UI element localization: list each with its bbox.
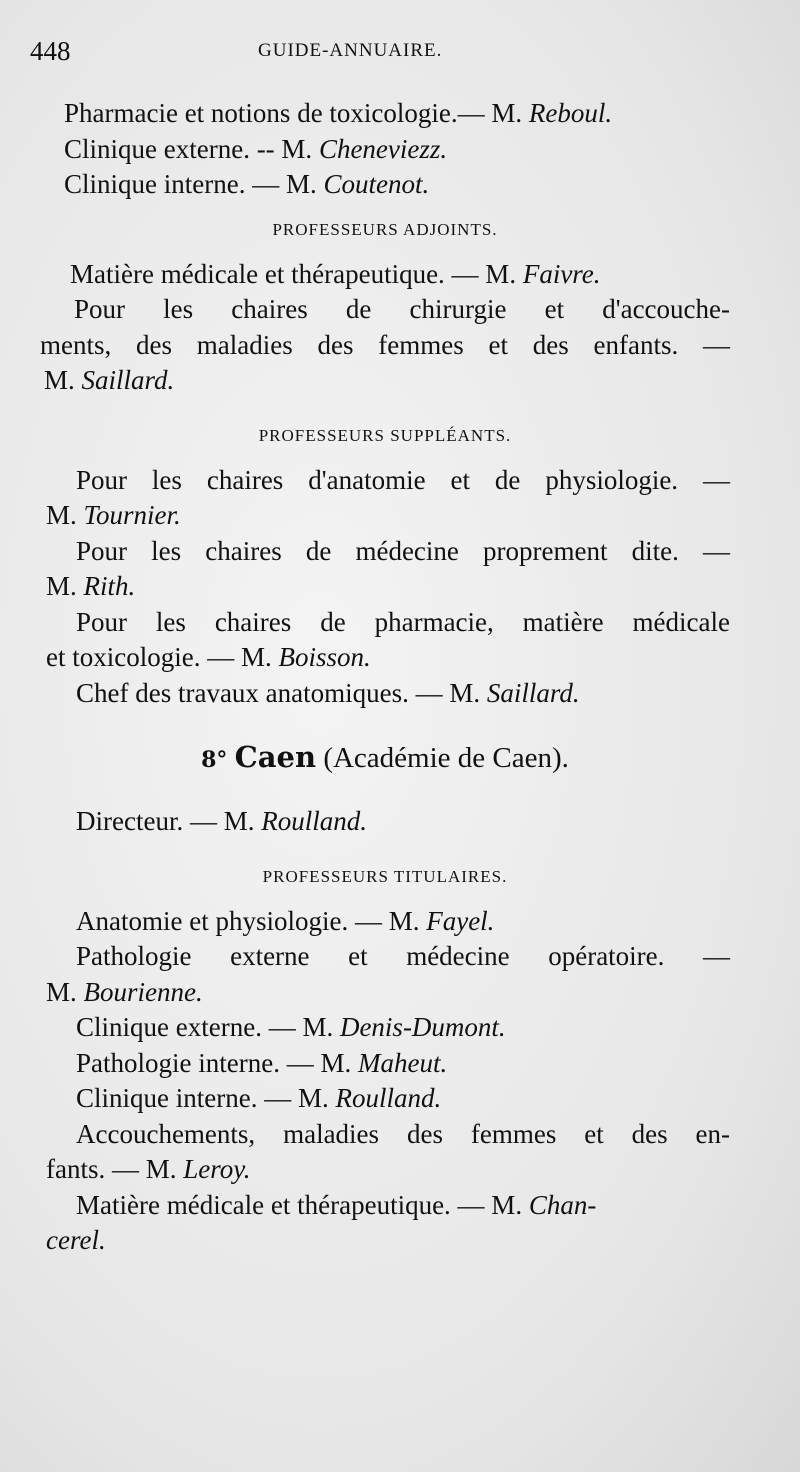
text-line [40,1081,730,1117]
text-line [40,96,730,132]
text-line [40,1223,730,1259]
course-text: ments, des maladies des femmes et des enfants. — [40,329,730,360]
professor-name: Boisson. [278,642,371,672]
professor-name: Saillard. [81,365,175,395]
course-text: fants. — M. [46,1154,184,1184]
role-text: Directeur. — M. [76,806,262,836]
page-number: 448 [30,36,71,66]
page-header [30,36,760,76]
course-text: Pour les chaires d'anatomie et de physiologie. — [76,464,730,495]
professor-name: Reboul. [528,98,613,128]
professor-name: Denis-Dumont. [339,1012,506,1042]
professor-name: Coutenot. [323,169,430,199]
professor-name: Leroy. [183,1154,251,1184]
professor-name: Roulland. [335,1083,442,1113]
course-text: Pour les chaires de pharmacie, matière médicale [76,606,730,637]
city-name: Caen [234,740,317,774]
running-title: GUIDE-ANNUAIRE. [258,40,443,61]
text-line [40,463,730,499]
text-line [40,534,730,570]
professor-name: Roulland. [261,806,367,836]
course-text: Clinique interne. — M. [64,169,324,199]
course-text: Matière médicale et thérapeutique. — M. [76,1189,529,1220]
course-text: M. [46,500,84,530]
text-line [40,132,730,168]
text-line [40,1152,730,1188]
professor-name: Fayel. [426,905,495,936]
course-text: Anatomie et physiologie. — M. [76,905,427,936]
section-heading: PROFESSEURS TITULAIRES. [262,866,508,886]
text-line [40,569,730,605]
course-text: Pharmacie et notions de toxicologie.— M. [64,98,529,128]
text-line [40,363,730,399]
course-text: Accouchements, maladies des femmes et des en- [76,1118,730,1149]
city-section-title [40,737,730,780]
course-text: M. [46,976,84,1007]
section-number: 8° [201,747,228,773]
section-heading: PROFESSEURS ADJOINTS. [272,219,498,239]
text-line [40,167,730,203]
course-text: M. [46,571,84,601]
course-text: Chef des travaux anatomiques. — M. [76,677,487,708]
text-line [40,640,730,676]
academy-name: (Académie de Caen). [316,742,569,774]
text-line [40,605,730,641]
text-line [40,1046,730,1082]
section-heading: PROFESSEURS SUPPLÉANTS. [258,425,512,445]
text-line [40,498,730,534]
course-text: Clinique externe. -- M. [64,133,319,164]
professor-name: Maheut. [357,1047,448,1078]
professor-name: Chan- [528,1189,597,1220]
course-text: Matière médicale et thérapeutique. — M. [70,258,523,289]
professor-name: Rith. [83,571,136,601]
professor-name: Saillard. [486,677,580,708]
course-text: Pour les chaires de médecine proprement dite. — [76,535,730,566]
professor-name: Cheneviezz. [318,133,448,164]
text-line [40,939,730,975]
text-line [40,328,730,364]
course-text: Clinique interne. — M. [76,1083,336,1113]
text-line [40,292,730,328]
course-text: Pour les chaires de chirurgie et d'accouche- [74,294,730,324]
text-line [40,904,730,940]
course-text: et toxicologie. — M. [46,642,279,672]
text-line [40,1010,730,1046]
course-text: Pathologie externe et médecine opératoire. — [76,941,730,971]
professor-name: cerel. [46,1225,106,1255]
course-text: Pathologie interne. — M. [76,1047,358,1078]
text-line [40,1117,730,1153]
page-content [40,96,730,1259]
professor-name: Faivre. [522,258,601,289]
text-line [40,1188,730,1224]
course-text: M. [44,365,82,395]
text-line [40,257,730,293]
text-line [40,676,730,712]
professor-name: Bourienne. [83,976,203,1007]
text-line [40,804,730,840]
professor-name: Tournier. [83,500,181,530]
course-text: Clinique externe. — M. [76,1012,340,1042]
text-line [40,975,730,1011]
